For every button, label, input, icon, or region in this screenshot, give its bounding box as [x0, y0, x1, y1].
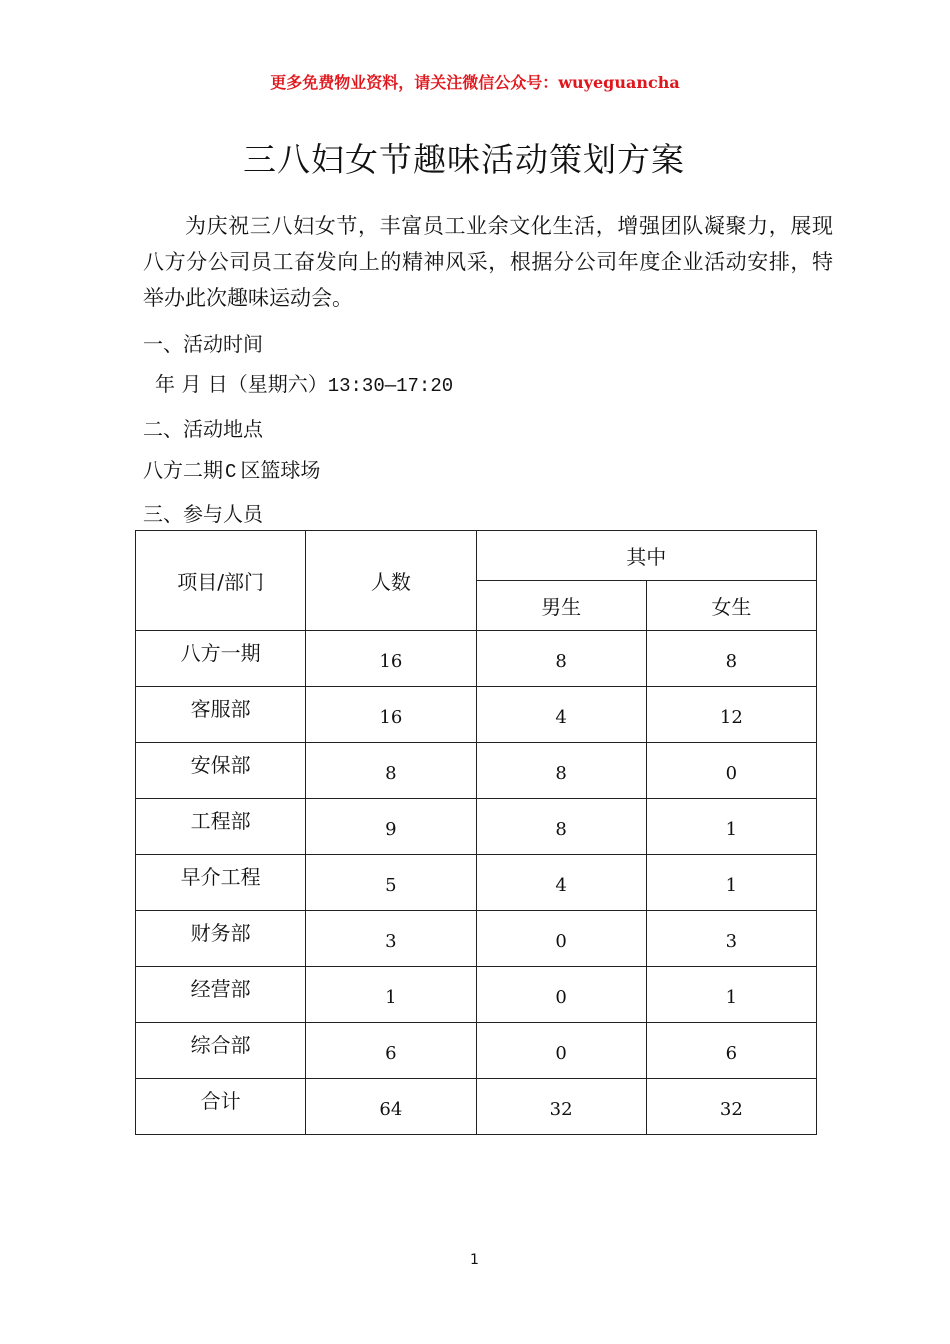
participants-table — [135, 530, 817, 1135]
cell-count: 5 — [306, 855, 476, 911]
table-row — [136, 855, 817, 911]
cell-dept: 经营部 — [136, 967, 306, 1023]
header-count: 人数 — [306, 531, 476, 631]
table-row — [136, 687, 817, 743]
header-dept: 项目/部门 — [136, 531, 306, 631]
cell-female: 3 — [646, 911, 816, 967]
activity-time — [155, 368, 453, 397]
cell-female: 8 — [646, 631, 816, 687]
cell-dept: 工程部 — [136, 799, 306, 855]
cell-male: 0 — [476, 1023, 646, 1079]
cell-male: 0 — [476, 911, 646, 967]
intro-paragraph: 为庆祝三八妇女节，丰富员工业余文化生活，增强团队凝聚力，展现八方分公司员工奋发向上的精神风采，根据分公司年度企业活动安排，特举办此次趣味运动会。 — [143, 214, 833, 310]
cell-count: 6 — [306, 1023, 476, 1079]
table-row — [136, 911, 817, 967]
cell-female: 1 — [646, 967, 816, 1023]
cell-female: 0 — [646, 743, 816, 799]
cell-female: 32 — [646, 1079, 816, 1135]
page-number: 1 — [470, 1252, 479, 1268]
cell-male: 8 — [476, 631, 646, 687]
cell-dept: 早介工程 — [136, 855, 306, 911]
cell-count: 1 — [306, 967, 476, 1023]
cell-female: 1 — [646, 799, 816, 855]
header-male: 男生 — [476, 581, 646, 631]
table-row — [136, 743, 817, 799]
header-of-which: 其中 — [476, 531, 817, 581]
cell-count: 9 — [306, 799, 476, 855]
table-row — [136, 631, 817, 687]
table-row — [136, 967, 817, 1023]
cell-female: 6 — [646, 1023, 816, 1079]
activity-time-range: 13:30—17:20 — [327, 375, 454, 397]
section-heading-time: 一、活动时间 — [143, 332, 263, 356]
cell-count: 3 — [306, 911, 476, 967]
table-body — [136, 631, 817, 1135]
place-prefix: 八方二期 — [143, 458, 223, 482]
section-heading-place: 二、活动地点 — [143, 417, 263, 441]
activity-date: 年 月 日（星期六） — [155, 372, 328, 396]
cell-count: 16 — [306, 631, 476, 687]
activity-place — [143, 454, 320, 483]
cell-male: 4 — [476, 855, 646, 911]
cell-count: 16 — [306, 687, 476, 743]
cell-female: 12 — [646, 687, 816, 743]
cell-dept: 八方一期 — [136, 631, 306, 687]
cell-dept: 财务部 — [136, 911, 306, 967]
cell-male: 8 — [476, 799, 646, 855]
cell-male: 4 — [476, 687, 646, 743]
place-suffix: 区篮球场 — [240, 458, 321, 482]
table-row — [136, 799, 817, 855]
document-title: 三八妇女节趣味活动策划方案 — [243, 140, 685, 179]
cell-male: 8 — [476, 743, 646, 799]
section-heading-people: 三、参与人员 — [143, 502, 263, 526]
cell-dept: 安保部 — [136, 743, 306, 799]
cell-dept: 合计 — [136, 1079, 306, 1135]
table-row — [136, 1079, 817, 1135]
cell-male: 0 — [476, 967, 646, 1023]
cell-count: 8 — [306, 743, 476, 799]
promo-banner: 更多免费物业资料，请关注微信公众号：wuyeguancha — [270, 73, 680, 92]
cell-dept: 综合部 — [136, 1023, 306, 1079]
table-row — [136, 1023, 817, 1079]
place-letter: C — [225, 461, 237, 483]
cell-female: 1 — [646, 855, 816, 911]
header-female: 女生 — [646, 581, 816, 631]
cell-male: 32 — [476, 1079, 646, 1135]
cell-count: 64 — [306, 1079, 476, 1135]
cell-dept: 客服部 — [136, 687, 306, 743]
